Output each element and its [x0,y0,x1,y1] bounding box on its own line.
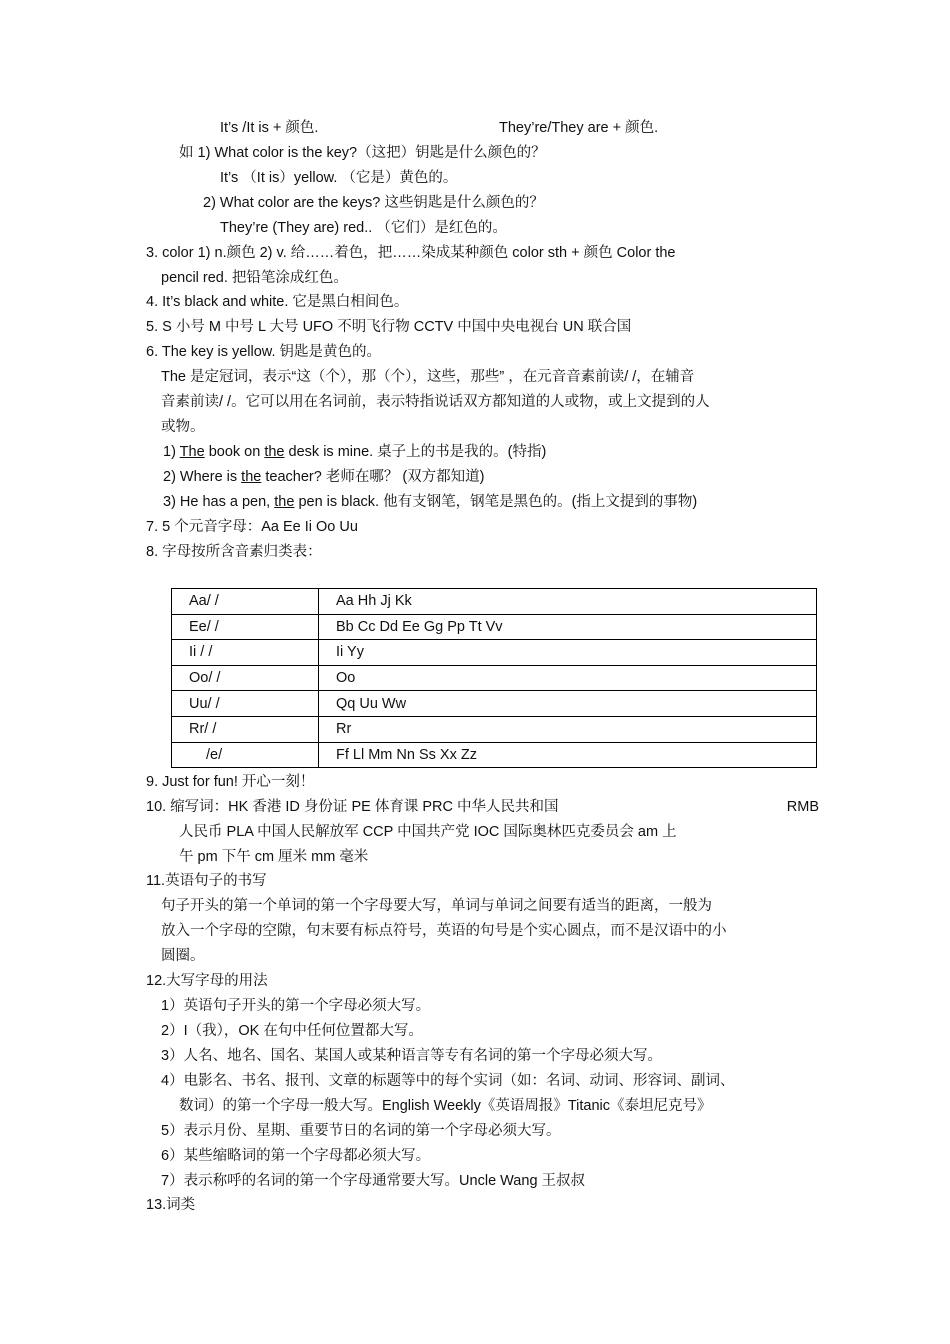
letters-cell: Qq Uu Ww [319,691,817,717]
underlined-the: the [241,469,262,485]
letters-cell: Oo [319,665,817,691]
example-1-answer: It’s （It is）yellow. （它是）黄色的。 [220,170,458,186]
underlined-the: The [179,444,205,460]
letter-table-row [172,716,817,742]
letter-table-row [172,614,817,640]
letters-cell: Aa Hh Jj Kk [319,589,817,615]
sound-cell: Ii / / [172,640,319,666]
letter-sound-table [171,588,817,768]
color-pattern-line [220,118,820,138]
item-12-rule-5: 5）表示月份、星期、重要节日的名词的第一个字母必须大写。 [161,1123,561,1139]
underlined-the: the [264,444,285,460]
item-6-heading: 6. The key is yellow. 钥匙是黄色的。 [146,344,382,360]
letter-table-row [172,665,817,691]
item-8: 8. 字母按所含音素归类表： [146,544,322,560]
item-6-para-3: 或物。 [161,419,205,435]
letter-table-row [172,589,817,615]
item-10-line-3: 午 pm 下午 cm 厘米 mm 毫米 [179,849,369,865]
item-7: 7. 5 个元音字母：Aa Ee Ii Oo Uu [146,519,358,535]
item-12-rule-6: 6）某些缩略词的第一个字母都必须大写。 [161,1148,431,1164]
item-12-rule-3: 3）人名、地名、国名、某国人或某种语言等专有名词的第一个字母必须大写。 [161,1048,663,1064]
item-3-line-2: pencil red. 把铅笔涂成红色。 [161,270,348,286]
letter-table-row [172,691,817,717]
sound-cell: Aa/ / [172,589,319,615]
letter-table-row [172,742,817,768]
letters-cell: Rr [319,716,817,742]
item-12-rule-2: 2）I（我），OK 在句中任何位置都大写。 [161,1023,423,1039]
item-6-para-2: 音素前读/ /。它可以用在名词前，表示特指说话双方都知道的人或物，或上文提到的人 [161,394,710,410]
item-10-line-2: 人民币 PLA 中国人民解放军 CCP 中国共产党 IOC 国际奥林匹克委员会 am 上 [179,824,677,840]
item-6-example-3: 3) He has a pen, the pen is black. 他有支钢笔，钢笔是黑色的。(指上文提到的事物) [163,494,698,510]
sound-cell: Ee/ / [172,614,319,640]
underlined-the: the [274,494,295,510]
letter-table-row [172,640,817,666]
letters-cell: Ff Ll Mm Nn Ss Xx Zz [319,742,817,768]
item-11-heading: 11.英语句子的书写 [146,873,267,889]
pattern-theyre: They’re/They are + 颜色. [499,120,659,136]
item-9: 9. Just for fun! 开心一刻！ [146,774,315,790]
item-5: 5. S 小号 M 中号 L 大号 UFO 不明飞行物 CCTV 中国中央电视台 UN 联合国 [146,319,632,335]
sound-cell: /e/ [172,742,319,768]
item-6-example-2: 2) Where is the teacher? 老师在哪？ (双方都知道) [163,469,485,485]
item-3-line-1: 3. color 1) n.颜色 2) v. 给……着色，把……染成某种颜色 color sth + 颜色 Color the [146,245,676,261]
item-12-rule-4b: 数词）的第一个字母一般大写。English Weekly《英语周报》Titanic《泰坦尼克号》 [179,1098,712,1114]
example-2-question: 2) What color are the keys? 这些钥匙是什么颜色的？ [203,195,544,211]
item-12-rule-7: 7）表示称呼的名词的第一个字母通常要大写。Uncle Wang 王叔叔 [161,1173,586,1189]
item-12-rule-1: 1）英语句子开头的第一个字母必须大写。 [161,998,431,1014]
item-12-rule-4a: 4）电影名、书名、报刊、文章的标题等中的每个实词（如：名词、动词、形容词、副词、 [161,1073,735,1089]
pattern-its: It’s /It is + 颜色. [220,120,319,136]
item-10-line-1: 10. 缩写词：HK 香港 ID 身份证 PE 体育课 PRC 中华人民共和国 RMB [146,799,819,815]
letters-cell: Ii Yy [319,640,817,666]
item-6-example-1: 1) The book on the desk is mine. 桌子上的书是我的。(特指) [163,444,547,460]
item-11-para-1: 句子开头的第一个单词的第一个字母要大写，单词与单词之间要有适当的距离，一般为 [161,898,712,914]
item-4: 4. It’s black and white. 它是黑白相间色。 [146,294,409,310]
letters-cell: Bb Cc Dd Ee Gg Pp Tt Vv [319,614,817,640]
sound-cell: Uu/ / [172,691,319,717]
item-11-para-3: 圆圈。 [161,948,205,964]
example-1-question: 如 1) What color is the key?（这把）钥匙是什么颜色的？ [179,145,546,161]
example-2-answer: They’re (They are) red.. （它们）是红色的。 [220,220,507,236]
sound-cell: Rr/ / [172,716,319,742]
item-6-para-1: The 是定冠词，表示“这（个），那（个），这些，那些” ，在元音音素前读/ /，在辅音 [161,369,695,385]
item-13-heading: 13.词类 [146,1197,196,1213]
sound-cell: Oo/ / [172,665,319,691]
item-11-para-2: 放入一个字母的空隙，句末要有标点符号，英语的句号是个实心圆点，而不是汉语中的小 [161,923,727,939]
item-12-heading: 12.大写字母的用法 [146,973,268,989]
